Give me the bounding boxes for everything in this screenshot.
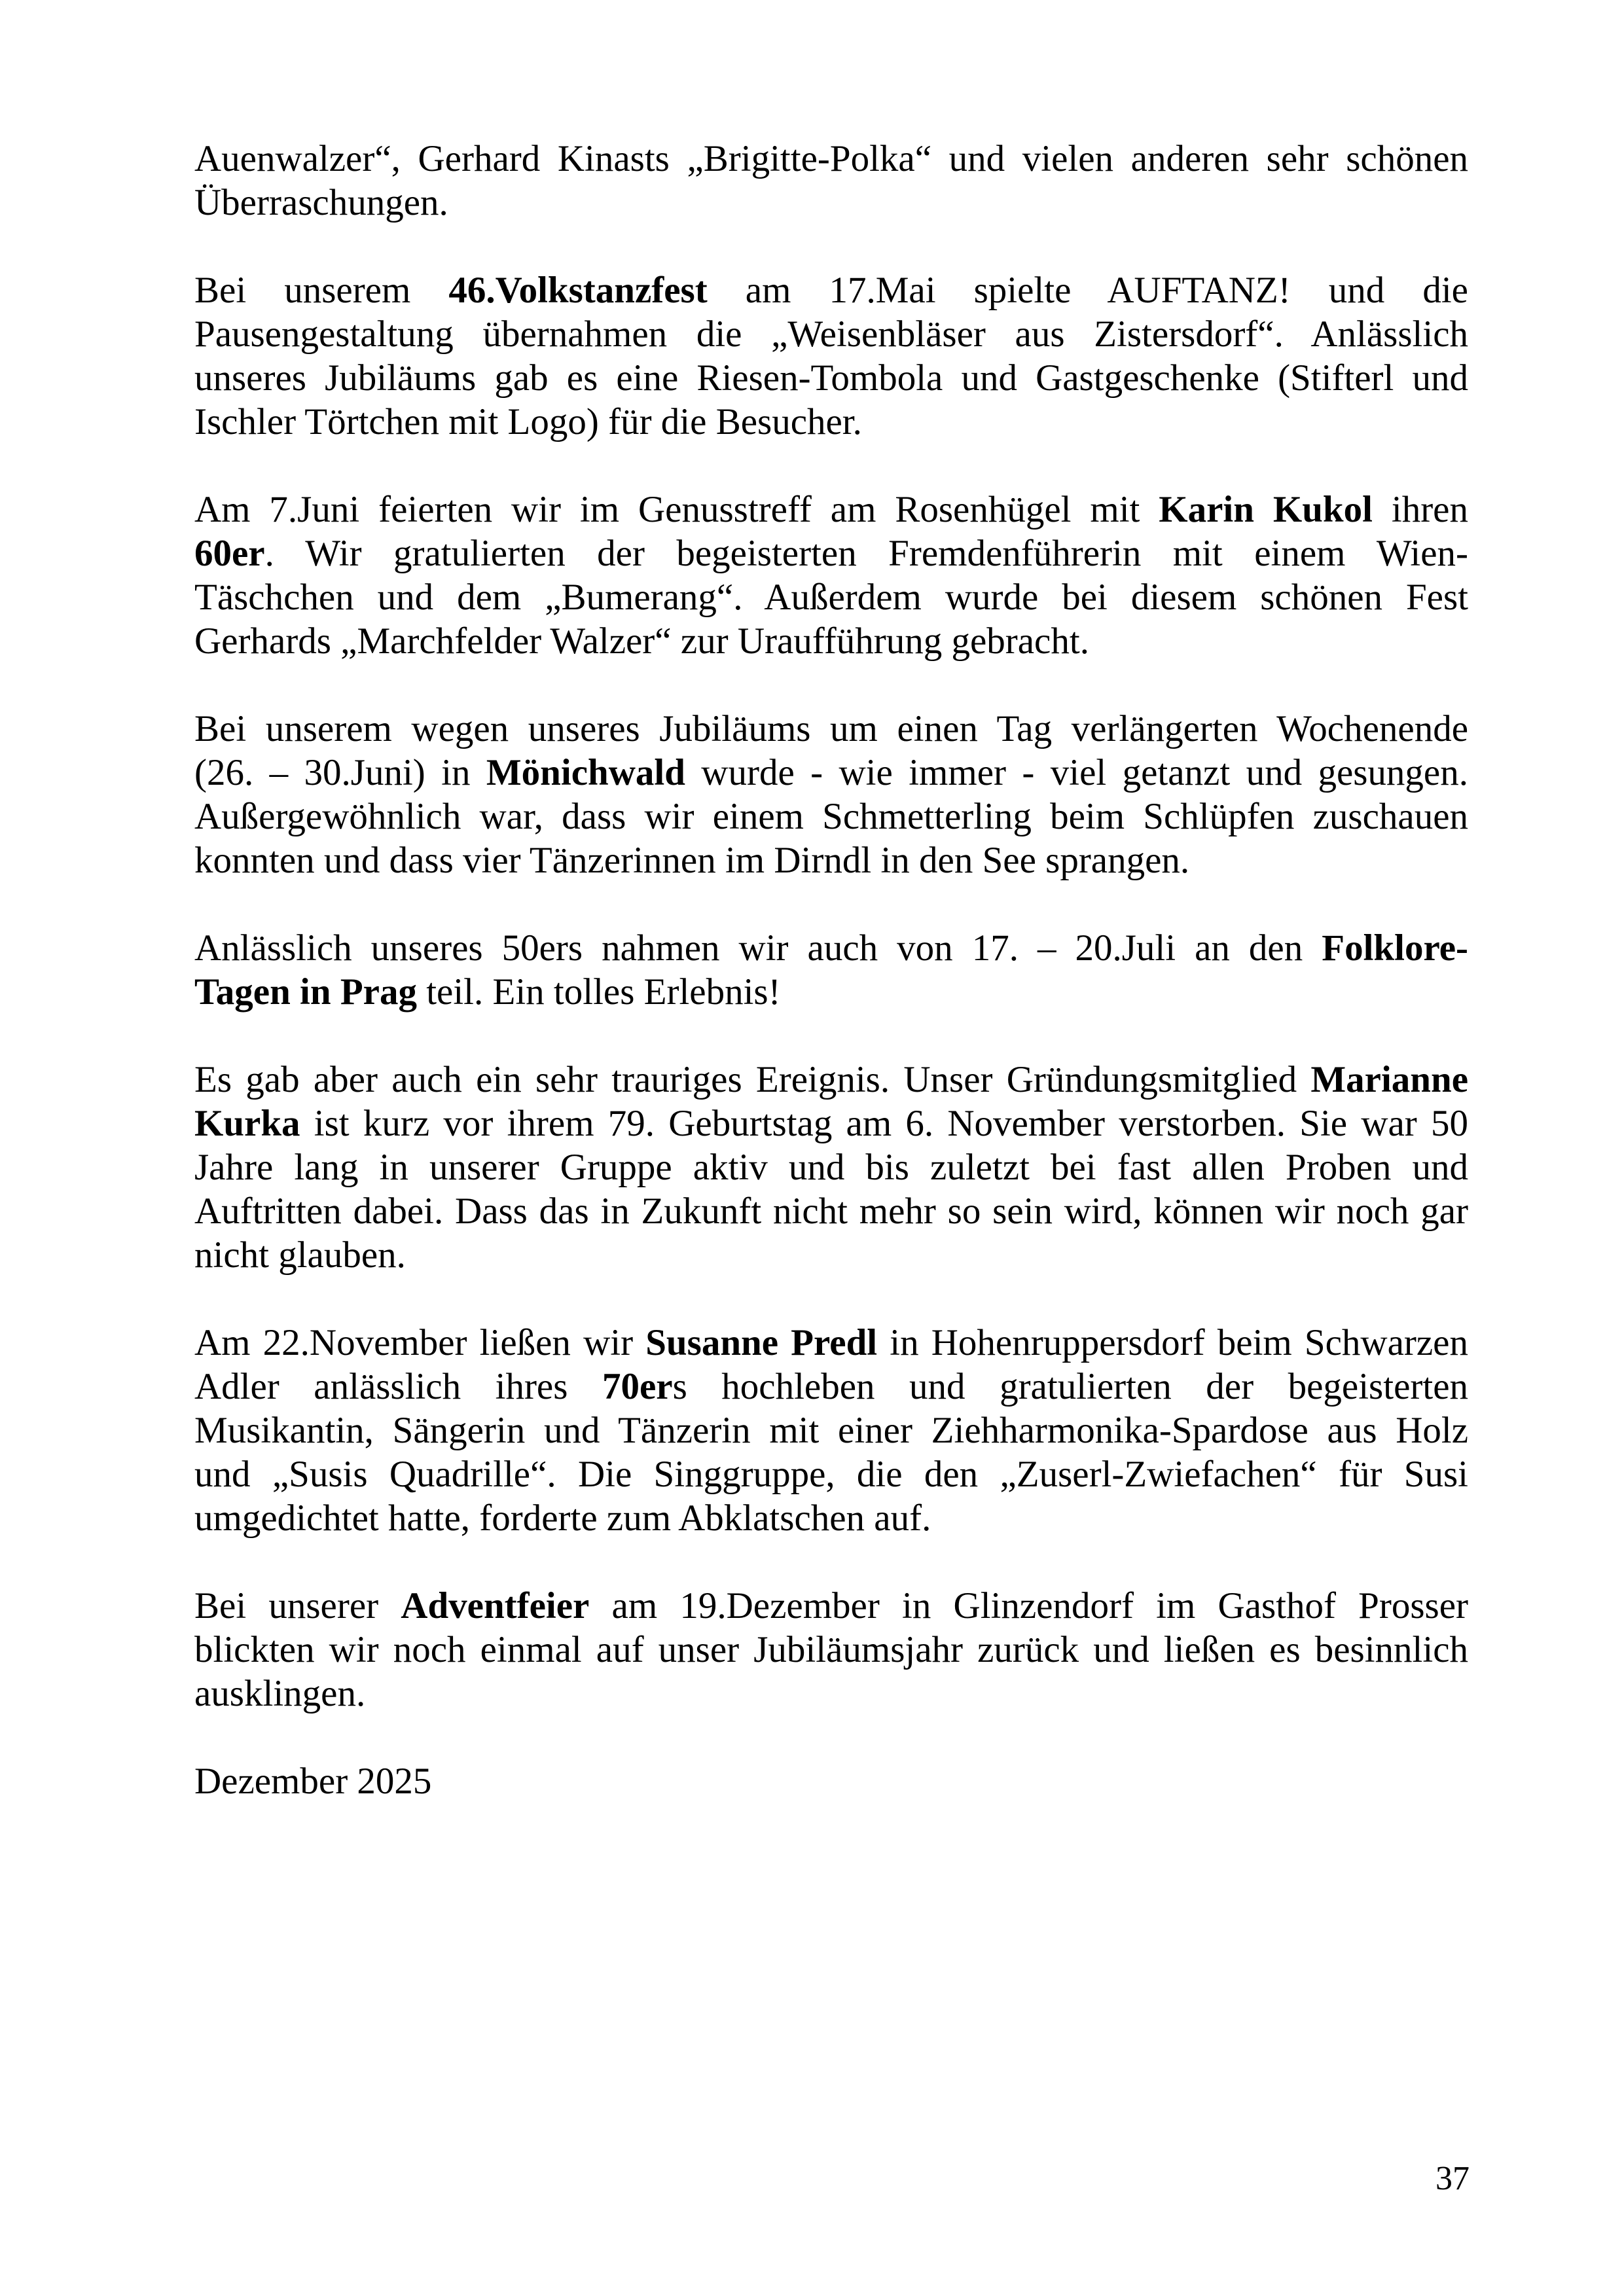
text-run: s hochleben und gratulierten der begeisterten [672,1366,1468,1407]
text-line [194,356,1468,400]
text-line [194,488,1468,531]
bold-text: Susanne Predl [645,1322,878,1363]
text-run: Gerhards „Marchfelder Walzer“ zur Uraufführung gebracht. [194,620,1089,662]
text-line [194,1058,1468,1102]
bold-text: Marianne [1310,1059,1468,1100]
text-run: am 17.Mai spielte AUFTANZ! und die [707,270,1468,311]
bold-text: Kurka [194,1103,300,1144]
text-run: ihren [1372,489,1468,530]
paragraph [194,268,1468,444]
text-run: Anlässlich unseres 50ers nahmen wir auch von 17. – 20.Juli an den [194,927,1322,969]
text-run: Außergewöhnlich war, dass wir einem Schmetterling beim Schlüpfen zuschauen [194,796,1468,837]
closing-date: Dezember 2025 [194,1761,432,1802]
bold-text: 70er [602,1366,673,1407]
bold-text: Tagen in Prag [194,971,417,1013]
paragraph [194,488,1468,663]
text-run: Pausengestaltung übernahmen die „Weisenbläser aus Zistersdorf“. Anlässlich [194,314,1468,355]
text-run: Am 7.Juni feierten wir im Genusstreff am Rosenhügel mit [194,489,1159,530]
bold-text: 46.Volkstanzfest [448,270,708,311]
text-run: teil. Ein tolles Erlebnis! [416,971,781,1013]
text-line [194,1365,1468,1408]
text-line [194,1584,1468,1628]
text-line [194,1145,1468,1189]
paragraph [194,1584,1468,1715]
document-body [194,137,1468,1803]
text-run: Auftritten dabei. Dass das in Zukunft nicht mehr so sein wird, können wir noch gar [194,1191,1468,1232]
text-line [194,1321,1468,1365]
text-run: Bei unserem [194,270,449,311]
text-line [194,575,1468,619]
text-run: Ischler Törtchen mit Logo) für die Besucher. [194,401,862,442]
text-line [194,619,1468,663]
text-run: Bei unserer [194,1585,401,1626]
paragraph [194,926,1468,1014]
text-run: Bei unserem wegen unseres Jubiläums um einen Tag verlängerten Wochenende [194,708,1468,749]
text-run: in Hohenruppersdorf beim Schwarzen [877,1322,1468,1363]
text-line [194,1672,1468,1715]
text-run: Überraschungen. [194,182,448,223]
text-run: Auenwalzer“, Gerhard Kinasts „Brigitte-Polka“ und vielen anderen sehr schönen [194,138,1468,179]
paragraph [194,137,1468,224]
text-run: Am 22.November ließen wir [194,1322,646,1363]
text-run: nicht glauben. [194,1234,406,1276]
text-run: Jahre lang in unserer Gruppe aktiv und bis zuletzt bei fast allen Proben und [194,1147,1468,1188]
bold-text: Karin Kukol [1159,489,1373,530]
text-run: (26. – 30.Juni) in [194,752,486,793]
text-line [194,181,1468,224]
text-run: und „Susis Quadrille“. Die Singgruppe, die den „Zuserl-Zwiefachen“ für Susi [194,1454,1468,1495]
text-run: Täschchen und dem „Bumerang“. Außerdem wurde bei diesem schönen Fest [194,577,1468,618]
bold-text: Folklore- [1322,927,1468,969]
text-run: umgedichtet hatte, forderte zum Abklatschen auf. [194,1498,931,1539]
bold-text: Adventfeier [401,1585,590,1626]
paragraph [194,707,1468,882]
text-run: ist kurz vor ihrem 79. Geburtstag am 6. November verstorben. Sie war 50 [300,1103,1468,1144]
text-line [194,1496,1468,1540]
text-run: konnten und dass vier Tänzerinnen im Dirndl in den See sprangen. [194,840,1190,881]
paragraph [194,1058,1468,1277]
text-run: Musikantin, Sängerin und Tänzerin mit einer Ziehharmonika-Spardose aus Holz [194,1410,1468,1451]
text-line [194,268,1468,312]
text-run: am 19.Dezember in Glinzendorf im Gasthof Prosser [589,1585,1468,1626]
text-line [194,531,1468,575]
text-run: wurde - wie immer - viel getanzt und gesungen. [685,752,1468,793]
text-line [194,751,1468,795]
text-line [194,970,1468,1014]
text-line [194,312,1468,356]
text-line [194,838,1468,882]
text-line [194,926,1468,970]
text-line [194,137,1468,181]
text-line [194,707,1468,751]
text-line [194,1628,1468,1672]
text-line [194,1102,1468,1145]
text-run: Adler anlässlich ihres [194,1366,602,1407]
text-run: ausklingen. [194,1673,366,1714]
paragraph [194,1321,1468,1540]
bold-text: 60er [194,533,265,574]
text-line [194,1408,1468,1452]
bold-text: Mönichwald [486,752,685,793]
text-line [194,400,1468,444]
text-line [194,1452,1468,1496]
paragraph-list [194,137,1468,1715]
text-run: Es gab aber auch ein sehr trauriges Ereignis. Unser Gründungsmitglied [194,1059,1311,1100]
text-run: . Wir gratulierten der begeisterten Fremdenführerin mit einem Wien- [264,533,1468,574]
page-number: 37 [1435,2160,1470,2197]
text-run: unseres Jubiläums gab es eine Riesen-Tombola und Gastgeschenke (Stifterl und [194,357,1468,399]
text-line [194,1189,1468,1233]
text-line [194,1233,1468,1277]
text-run: blickten wir noch einmal auf unser Jubiläumsjahr zurück und ließen es besinnlich [194,1629,1468,1670]
text-line [194,795,1468,838]
